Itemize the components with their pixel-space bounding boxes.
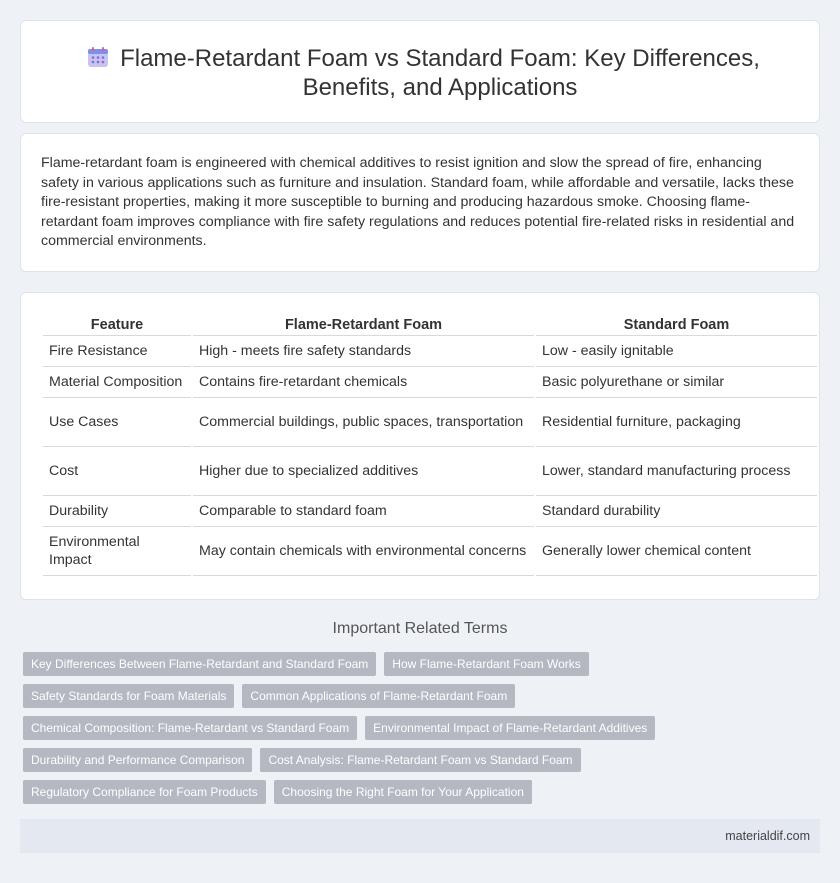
- comparison-table: [41, 313, 819, 576]
- table-cell: Durability: [43, 496, 191, 527]
- table-row: [43, 447, 817, 496]
- related-term-tag[interactable]: Cost Analysis: Flame-Retardant Foam vs Standard Foam: [260, 748, 580, 772]
- related-term-tag[interactable]: Chemical Composition: Flame-Retardant vs Standard Foam: [23, 716, 357, 740]
- intro-card: [20, 133, 820, 272]
- table-cell: Basic polyurethane or similar: [536, 367, 817, 398]
- table-cell: Higher due to specialized additives: [193, 447, 534, 496]
- intro-text: Flame-retardant foam is engineered with chemical additives to resist ignition and slow the spread of fire, enhancing safety in various applications such as furniture and insulation. Standard foam, while affordable and versatile, lacks these fire-resistant properties, making it more susceptible to burning and producing hazardous smoke. Choosing flame-retardant foam improves compliance with fire safety regulations and reduces potential fire-related risks in residential and commercial environments.: [41, 155, 795, 249]
- related-term-tag[interactable]: Environmental Impact of Flame-Retardant Additives: [365, 716, 655, 740]
- table-cell: Generally lower chemical content: [536, 527, 817, 576]
- related-term-tag[interactable]: Choosing the Right Foam for Your Application: [274, 780, 532, 804]
- table-cell: Use Cases: [43, 398, 191, 447]
- related-term-tag[interactable]: Common Applications of Flame-Retardant Foam: [242, 684, 515, 708]
- table-row: [43, 367, 817, 398]
- table-row: [43, 336, 817, 367]
- table-cell: Commercial buildings, public spaces, transportation: [193, 398, 534, 447]
- page-title: Flame-Retardant Foam vs Standard Foam: Key Differences, Benefits, and Applications: [120, 45, 760, 101]
- table-cell: Standard durability: [536, 496, 817, 527]
- related-term-tag[interactable]: Safety Standards for Foam Materials: [23, 684, 234, 708]
- related-term-tag[interactable]: Key Differences Between Flame-Retardant and Standard Foam: [23, 652, 376, 676]
- table-cell: Fire Resistance: [43, 336, 191, 367]
- related-terms-title: Important Related Terms: [332, 620, 508, 637]
- related-terms-list: [23, 652, 813, 812]
- table-row: [43, 527, 817, 576]
- footer-site-link[interactable]: materialdif.com: [725, 829, 810, 843]
- column-header-feature: Feature: [43, 313, 191, 336]
- footer: [20, 819, 820, 853]
- related-term-tag[interactable]: Durability and Performance Comparison: [23, 748, 252, 772]
- column-header-flame-retardant: Flame-Retardant Foam: [193, 313, 534, 336]
- table-cell: Contains fire-retardant chemicals: [193, 367, 534, 398]
- related-term-tag[interactable]: How Flame-Retardant Foam Works: [384, 652, 589, 676]
- table-cell: Residential furniture, packaging: [536, 398, 817, 447]
- table-cell: Environmental Impact: [43, 527, 191, 576]
- column-header-standard: Standard Foam: [536, 313, 817, 336]
- table-cell: May contain chemicals with environmental concerns: [193, 527, 534, 576]
- related-term-tag[interactable]: Regulatory Compliance for Foam Products: [23, 780, 266, 804]
- header-card: [20, 20, 820, 123]
- table-cell: Low - easily ignitable: [536, 336, 817, 367]
- table-cell: Comparable to standard foam: [193, 496, 534, 527]
- table-cell: Lower, standard manufacturing process: [536, 447, 817, 496]
- table-header-row: [43, 313, 817, 336]
- table-cell: Cost: [43, 447, 191, 496]
- table-cell: Material Composition: [43, 367, 191, 398]
- comparison-table-card: [20, 292, 820, 600]
- table-cell: High - meets fire safety standards: [193, 336, 534, 367]
- table-row: [43, 398, 817, 447]
- table-row: [43, 496, 817, 527]
